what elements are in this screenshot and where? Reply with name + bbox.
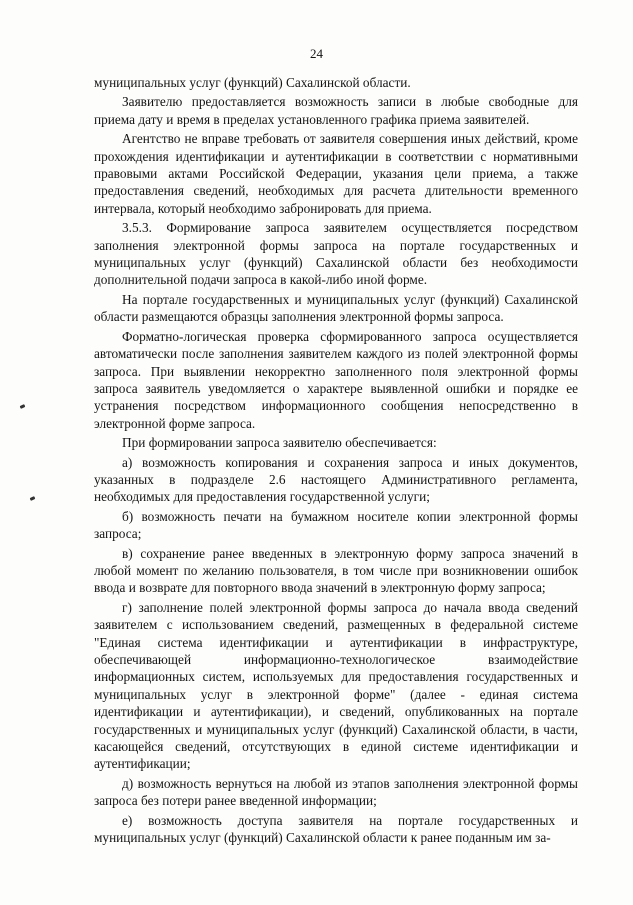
paragraph-booking-time: Заявителю предоставляется возможность записи в любые свободные для приема дату и время в пределах установленного графика приема заявителей. — [94, 94, 578, 127]
list-item-b: б) возможность печати на бумажном носителе копии электронной формы запроса; — [94, 508, 578, 542]
paragraph-3-5-3: 3.5.3. Формирование запроса заявителем осуществляется посредством заполнения электронной формы запроса на портале государственных и муниципальных услуг (функций) Сахалинской области без необходимости дополнительной подачи запроса в какой-либо иной форме. — [94, 220, 578, 288]
paragraph-provisions-intro: При формировании запроса заявителю обеспечивается: — [122, 435, 437, 451]
scan-speck — [20, 404, 26, 409]
paragraph-agency-restriction: Агентство не вправе требовать от заявителя совершения иных действий, кроме прохождения идентификации и аутентификации в соответствии с нормативными правовыми актами Российской Федерации, указания цели приема, а также предоставления сведений, необходимых для расчета длительности временного интервала, который необходимо забронировать для приема. — [94, 131, 578, 216]
scan-speck — [30, 496, 36, 501]
list-item-e: е) возможность доступа заявителя на портале государственных и муниципальных услуг (функций) Сахалинской области к ранее поданным им за- — [94, 812, 578, 846]
list-item-v: в) сохранение ранее введенных в электронную форму запроса значений в любой момент по желанию пользователя, в том числе при возникновении ошибок ввода и возврате для повторного ввода значений в электронную форму запроса; — [94, 545, 578, 596]
paragraph-format-check: Форматно-логическая проверка сформированного запроса осуществляется автоматически после заполнения заявителем каждого из полей электронной формы запроса. При выявлении некорректно заполненного поля электронной формы запроса заявитель уведомляется о характере выявленной ошибки и порядке ее устранения посредством информационного сообщения непосредственно в электронной форме запроса. — [94, 328, 578, 431]
paragraph-sample-forms: На портале государственных и муниципальных услуг (функций) Сахалинской области размещаются образцы заполнения электронной формы запроса. — [94, 291, 578, 325]
list-item-a: а) возможность копирования и сохранения запроса и иных документов, указанных в подразделе 2.6 настоящего Административного регламента, необходимых для предоставления государственной услуги; — [94, 454, 578, 505]
list-item-d: д) возможность вернуться на любой из этапов заполнения электронной формы запроса без потери ранее введенной информации; — [94, 775, 578, 809]
list-item-g: г) заполнение полей электронной формы запроса до начала ввода сведений заявителем с использованием сведений, размещенных в федеральной системе "Единая система идентификации и аутентификации в инфраструктуре, обеспечивающей информационно-технологическое взаимодействие информационных систем, используемых для предоставления государственных и муниципальных услуг в электронной форме" (далее - единая система идентификации и аутентификации), и сведений, опубликованных на портале государственных и муниципальных услуг (функций) Сахалинской области, в части, касающейся сведений, отсутствующих в единой системе идентификации и аутентификации; — [94, 599, 578, 772]
page-number: 24 — [310, 46, 323, 61]
document-body — [94, 74, 578, 846]
paragraph-continuation: муниципальных услуг (функций) Сахалинской области. — [94, 75, 411, 90]
